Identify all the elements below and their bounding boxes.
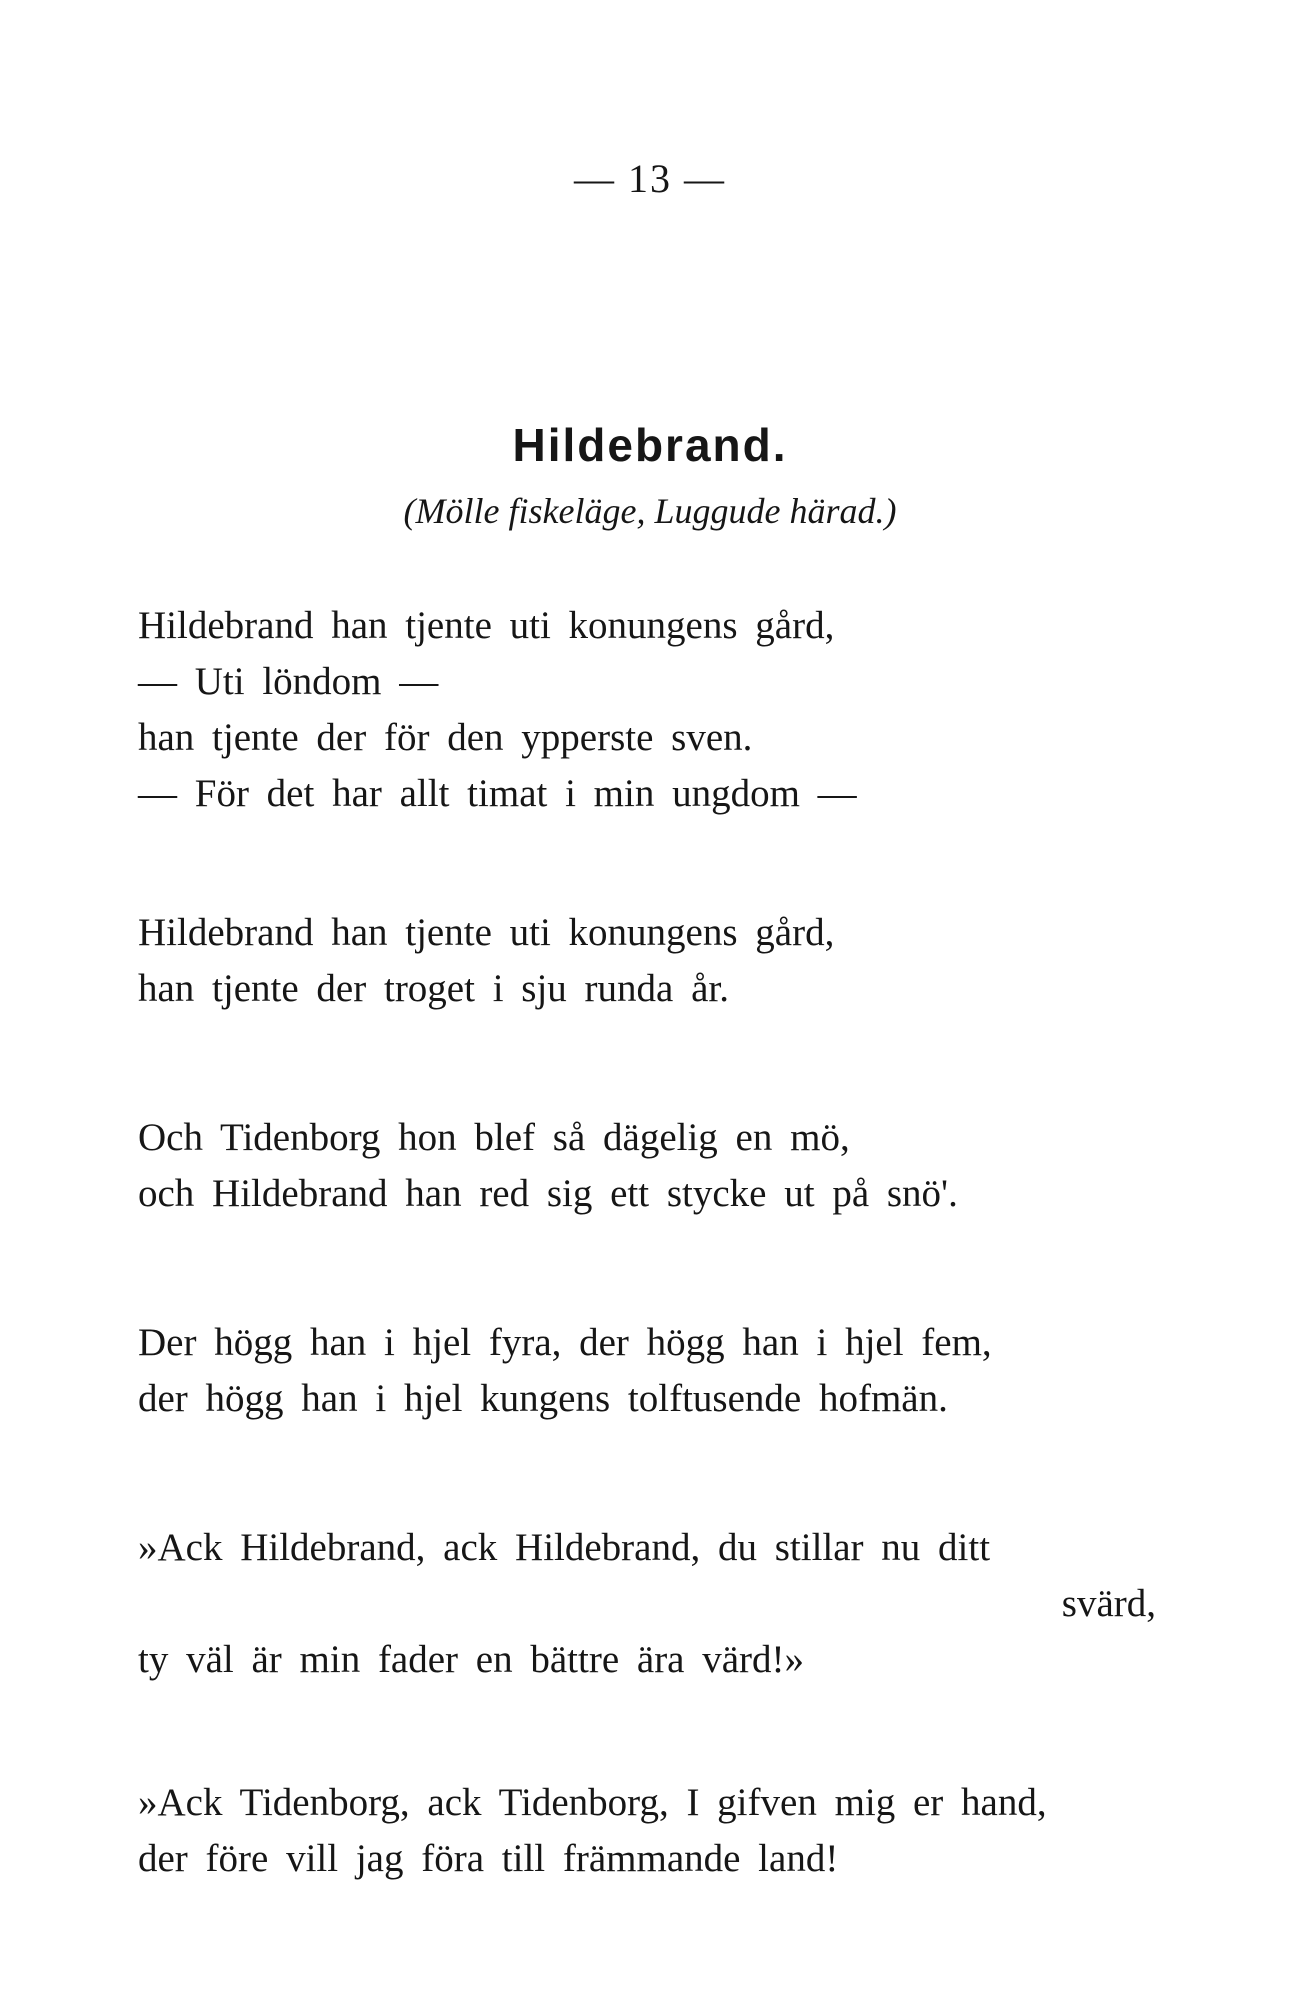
stanza-4 (138, 1315, 1188, 1427)
verse-line: — Uti löndom — (138, 660, 439, 703)
page-number: — 13 — (574, 156, 726, 201)
poem-subtitle: (Mölle fiskeläge, Luggude härad.) (403, 491, 897, 531)
stanza-1 (138, 598, 1188, 822)
verse-line: Der högg han i hjel fyra, der högg han i hjel fem, (138, 1321, 992, 1364)
verse-line: han tjente der för den ypperste sven. (138, 716, 753, 759)
verse-line-continuation: svärd, (1061, 1582, 1156, 1625)
verse-line: han tjente der troget i sju runda år. (138, 967, 729, 1010)
verse-line: — För det har allt timat i min ungdom — (138, 772, 857, 815)
verse-line: der före vill jag föra till främmande land! (138, 1837, 839, 1880)
verse-line: och Hildebrand han red sig ett stycke ut på snö'. (138, 1172, 958, 1215)
verse-line: ty väl är min fader en bättre ära värd!» (138, 1638, 805, 1681)
verse-line: »Ack Tidenborg, ack Tidenborg, I gifven mig er hand, (138, 1781, 1047, 1824)
stanza-5 (138, 1520, 1188, 1688)
stanza-3 (138, 1110, 1188, 1222)
stanza-2 (138, 905, 1188, 1017)
poem-title: Hildebrand. (512, 419, 788, 471)
verse-line: der högg han i hjel kungens tolftusende hofmän. (138, 1377, 948, 1420)
stanza-6 (138, 1775, 1188, 1887)
verse-line: Hildebrand han tjente uti konungens gård, (138, 911, 835, 954)
verse-line: Hildebrand han tjente uti konungens gård, (138, 604, 835, 647)
verse-line: »Ack Hildebrand, ack Hildebrand, du stillar nu ditt (138, 1526, 991, 1569)
verse-line: Och Tidenborg hon blef så dägelig en mö, (138, 1116, 850, 1159)
